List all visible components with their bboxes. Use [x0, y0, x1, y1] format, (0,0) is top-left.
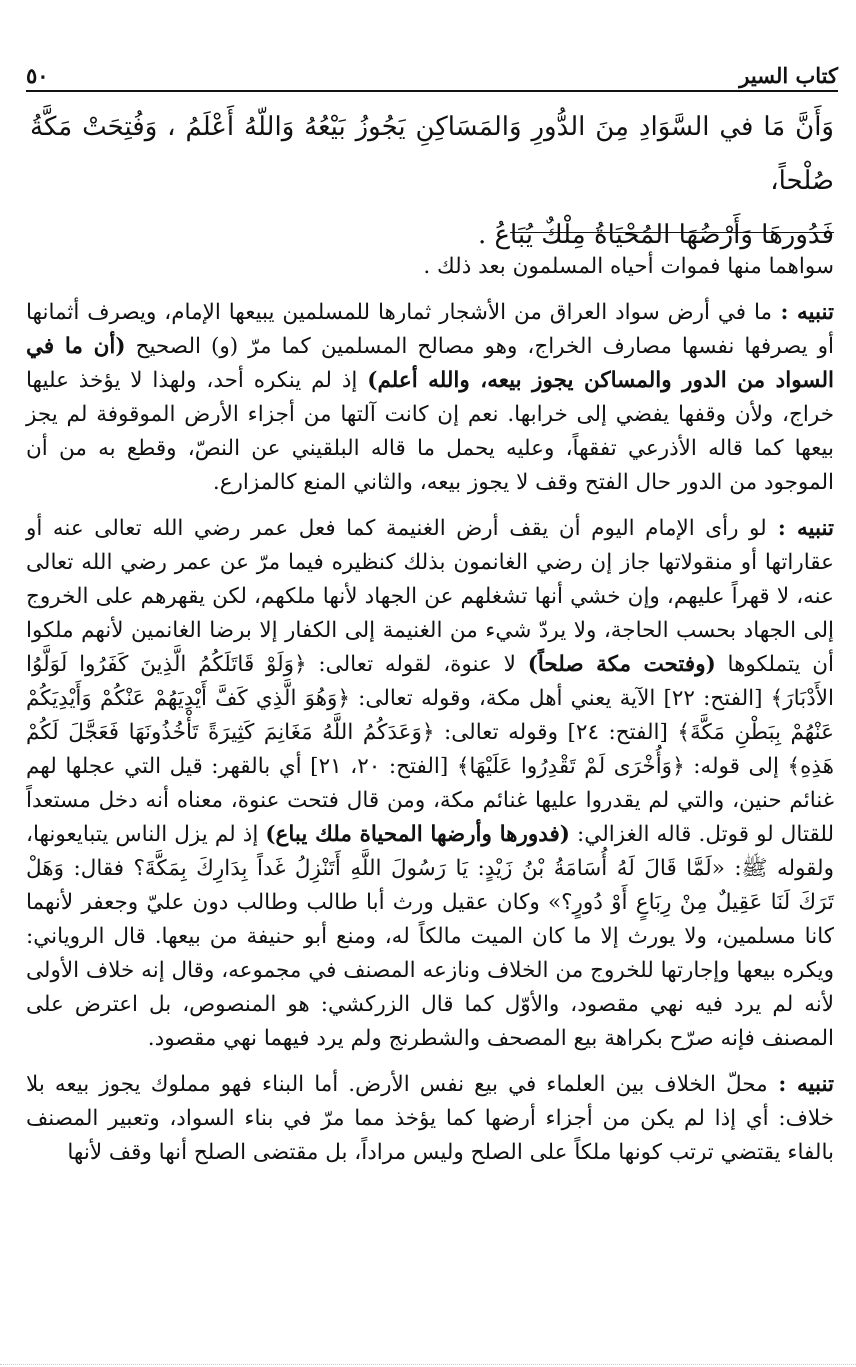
page-number: ٥٠ [26, 63, 49, 88]
commentary-text: إذ لم يزل الناس يتبايعونها، ولقوله ﷺ: «لَمَّا قَالَ لَهُ أُسَامَةُ بْنُ زَيْدٍ: يَا رَسُولَ اللَّهِ أَتَنْزِلُ غَداً بِدَارِكَ بِمَكَّةَ؟ فقال: وَهَلْ تَرَكَ لَنَا عَقِيلٌ مِنْ رِبَاعٍ أَوْ دُورٍ؟» وكان عقيل ورث أبا طالب وطالب دون عليّ وجعفر لأنهما كانا مسلمين، ولا يورث إلا ما كان الميت مالكاً له، ومنع أبو حنيفة من بيعها. قال الروياني: ويكره بيعها وإجارتها للخروج من الخلاف ونازعه المصنف في مجموعه، وقال إنه خلاف الأولى لأنه لم يرد فيه نهي مقصود، والأوّل كما قال الزركشي: هو المنصوص، بل اعترض على المصنف فإنه صرّح بكراهة بيع المصحف والشطرنج ولم يرد فيهما نهي مقصود. [26, 822, 834, 1051]
note-label: تنبيه : [772, 300, 834, 325]
quoted-main-text: (وفتحت مكة صلحاً) [527, 652, 716, 677]
commentary-text: إذ لم ينكره أحد، ولهذا لا يؤخذ عليها خراج، ولأن وقفها يفضي إلى خرابها. نعم إن كانت آلتها من أجزاء الأرض الموقوفة لم يجز بيعها كما قاله الأذرعي تفقهاً، وعليه يحمل ما قاله البلقيني عن النصّ، وقطع به من أن الموجود من الدور حال الفتح وقف لا يجوز بيعه، والثاني المنع كالمزارع. [26, 368, 834, 495]
commentary-paragraph [26, 296, 834, 500]
commentary-text: ما في أرض سواد العراق من الأشجار ثمارها للمسلمين يبيعها الإمام، ويصرف أثمانها أو يصرفها نفسها مصارف الخراج، وهو مصالح المسلمين كما مرّ (و) الصحيح [26, 300, 834, 359]
note-label: تنبيه : [767, 1072, 834, 1097]
running-header [26, 58, 838, 88]
note-label: تنبيه : [766, 516, 834, 541]
commentary-text: محلّ الخلاف بين العلماء في بيع نفس الأرض. أما البناء فهو مملوك يجوز بيعه بلا خلاف: أي إذا لم يكن من أجزاء أرضها كما يؤخذ مما مرّ في بناء السواد، وتعبير المصنف بالفاء يقتضي ترتب كونها ملكاً على الصلح وليس مراداً، بل مقتضى الصلح أنها وقف لأنها [26, 1072, 834, 1165]
book-title: كتاب السير [739, 63, 838, 88]
commentary-paragraph [26, 1068, 834, 1170]
commentary-rule [510, 232, 834, 233]
commentary-text: سواهما منها فموات أحياه المسلمون بعد ذلك . [423, 254, 834, 279]
commentary-paragraph [26, 250, 834, 284]
commentary-text: لو رأى الإمام اليوم أن يقف أرض الغنيمة كما فعل عمر رضي الله تعالى عنه أو عقاراتها أو منقولاتها جاز إن رضي الغانمون بذلك كنظيره فيما مرّ عن عمر رضي الله تعالى عنه، لا قهراً عليهم، وإن خشي أنها تشغلهم عن الجهاد لأنها ملكهم، لكن يقهرهم على الخروج إلى الجهاد بحسب الحاجة، ولا يردّ شيء من الغنيمة إلى الكفار إلا برضا الغانمين لأنهم ملكوا أن يتملكوها [26, 516, 834, 677]
commentary-text: لا عنوة، لقوله تعالى: ﴿وَلَوْ قَاتَلَكُمُ الَّذِينَ كَفَرُوا لَوَلَّوُا الأَدْبَارَ﴾ [الفتح: ٢٢] الآية يعني أهل مكة، وقوله تعالى: ﴿وَهُوَ الَّذِي كَفَّ أَيْدِيَهُمْ عَنْكُمْ وَأَيْدِيَكُمْ عَنْهُمْ بِبَطْنِ مَكَّةَ﴾ [الفتح: ٢٤] وقوله تعالى: ﴿وَعَدَكُمُ اللَّهُ مَغَانِمَ كَثِيرَةً تَأْخُذُونَهَا فَعَجَّلَ لَكُمْ هَذِهِ﴾ إلى قوله: ﴿وَأُخْرَى لَمْ تَقْدِرُوا عَلَيْهَا﴾ [الفتح: ٢٠، ٢١] أي بالقهر: قيل التي عجلها لهم غنائم حنين، والتي لم يقدروا عليها غنائم مكة، ومن قال فتحت عنوة، معناه أنه دخل مستعداً للقتال لو قوتل. قاله الغزالي: [26, 652, 834, 847]
commentary-paragraph [26, 512, 834, 1056]
main-text-line: فَدُورهَا وَأَرْضُهَا المُحْيَاةُ مِلْكٌ يُبَاعُ . [477, 220, 834, 250]
commentary [26, 250, 834, 1182]
main-text [30, 100, 834, 262]
quoted-main-text: (أن ما في السواد من الدور والمساكن يجوز بيعه، والله أعلم) [26, 334, 835, 393]
quoted-main-text: (فدورها وأرضها المحياة ملك يباع) [265, 822, 570, 847]
main-text-line: وَأَنَّ مَا في السَّوَادِ مِنَ الدُّورِ وَالمَسَاكِنِ يَجُوزُ بَيْعُهُ وَاللّهُ أَعْلَمُ ، وَفُتِحَتْ مَكَّةُ صُلْحاً، [30, 112, 834, 196]
header-rule [26, 90, 838, 92]
